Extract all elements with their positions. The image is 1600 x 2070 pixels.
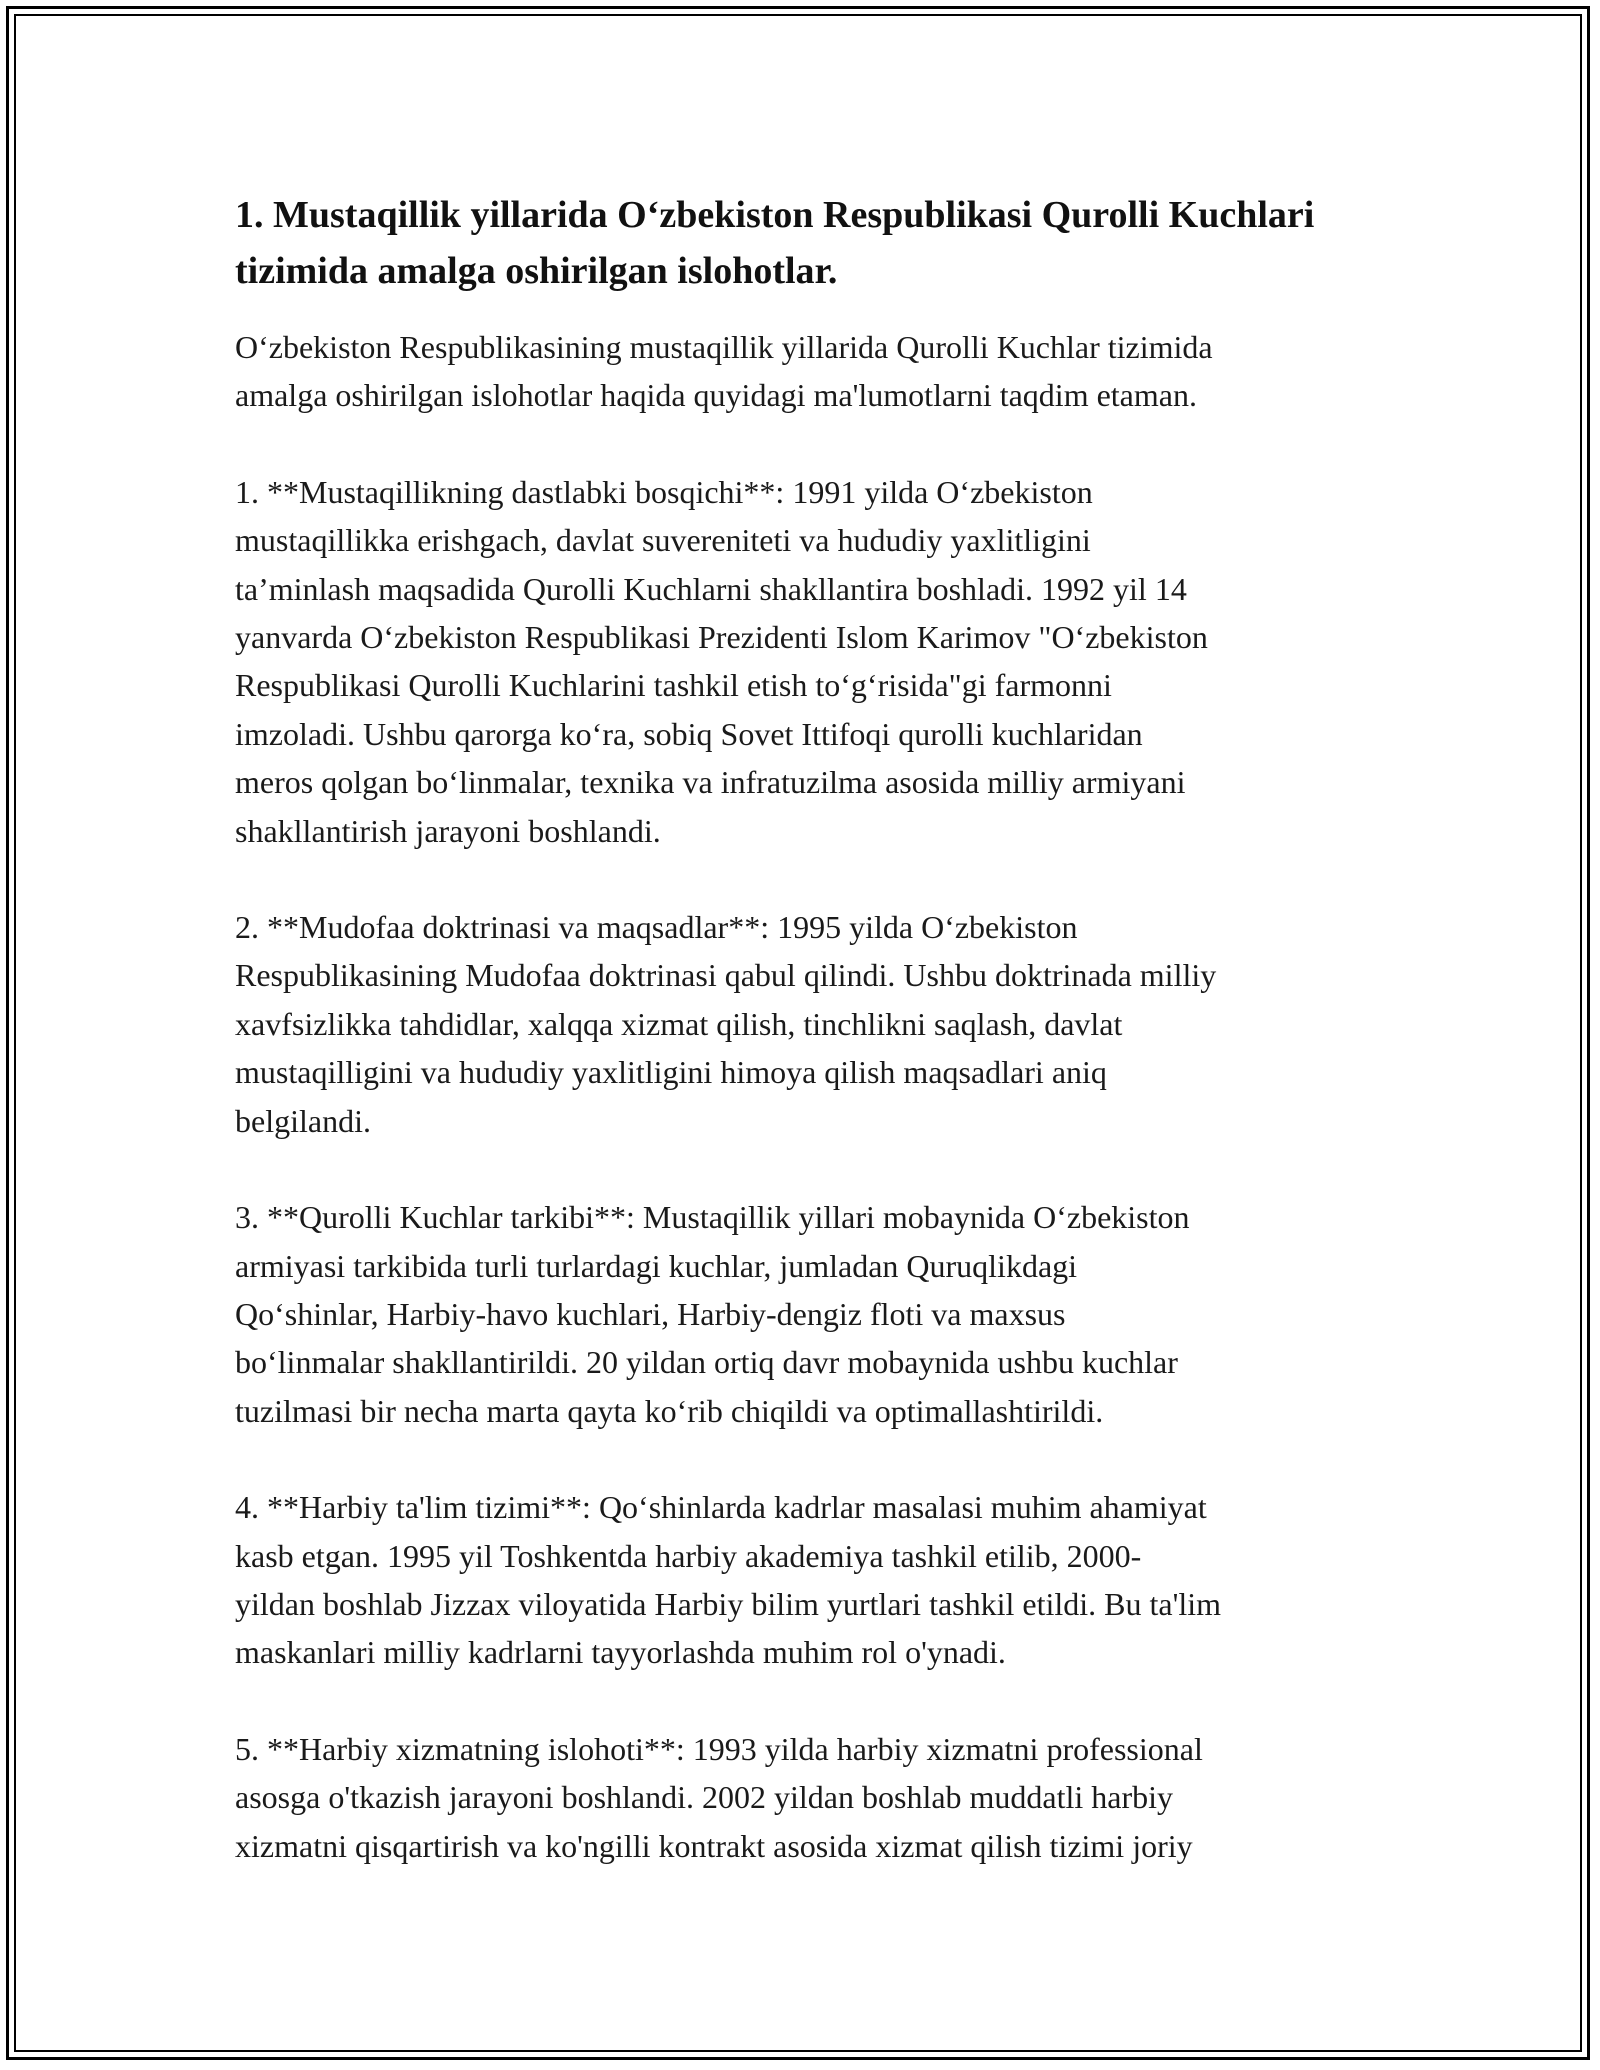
paragraph-point-2: 2. **Mudofaa doktrinasi va maqsadlar**: 1995 yilda O‘zbekiston Respublikasining Mudofaa doktrinasi qabul qilindi. Ushbu doktrinada milliy xavfsizlikka tahdidlar, xalqqa xizmat qilish, tinchlikni saqlash, davlat mustaqilligini va hududiy yaxlitligini himoya qilish maqsadlari aniq belgilandi. xyxy=(235,909,1217,1139)
paragraph-point-3: 3. **Qurolli Kuchlar tarkibi**: Mustaqillik yillari mobaynida O‘zbekiston armiyasi tarkibida turli turlardagi kuchlar, jumladan Quruqlikdagi Qo‘shinlar, Harbiy-havo kuchlari, Harbiy-dengiz floti va maxsus bo‘linmalar shakllantirildi. 20 yildan ortiq davr mobaynida ushbu kuchlar tuzilmasi bir necha marta qayta ko‘rib chiqildi va optimallashtirildi. xyxy=(235,1199,1190,1429)
paragraph-point-4: 4. **Harbiy ta'lim tizimi**: Qo‘shinlarda kadrlar masalasi muhim ahamiyat kasb etgan. 1995 yil Toshkentda harbiy akademiya tashkil etilib, 2000- yildan boshlab Jizzax viloyatida Harbiy bilim yurtlari tashkil etildi. Bu ta'lim maskanlari milliy kadrlarni tayyorlashda muhim rol o'ynadi. xyxy=(235,1489,1222,1671)
document-title: 1. Mustaqillik yillarida O‘zbekiston Respublikasi Qurolli Kuchlari tizimida amalga oshirilgan islohotlar. xyxy=(235,194,1315,292)
paragraph-point-5: 5. **Harbiy xizmatning islohoti**: 1993 yilda harbiy xizmatni professional asosga o'tkazish jarayoni boshlandi. 2002 yildan boshlab muddatli harbiy xizmatni qisqartirish va ko'ngilli kontrakt asosida xizmat qilish tizimi joriy xyxy=(235,1730,1203,1864)
document-body xyxy=(235,187,1375,1918)
paragraph-intro: O‘zbekiston Respublikasining mustaqillik yillarida Qurolli Kuchlar tizimida amalga oshirilgan islohotlar haqida quyidagi ma'lumotlarni taqdim etaman. xyxy=(235,329,1213,414)
paragraph-point-1: 1. **Mustaqillikning dastlabki bosqichi**: 1991 yilda O‘zbekiston mustaqillikka erishgach, davlat suvereniteti va hududiy yaxlitligini ta’minlash maqsadida Qurolli Kuchlarni shakllantira boshladi. 1992 yil 14 yanvarda O‘zbekiston Respublikasi Prezidenti Islom Karimov "O‘zbekiston Respublikasi Qurolli Kuchlarini tashkil etish to‘g‘risida"gi farmonni imzoladi. Ushbu qarorga ko‘ra, sobiq Sovet Ittifoqi qurolli kuchlaridan meros qolgan bo‘linmalar, texnika va infratuzilma asosida milliy armiyani shakllantirish jarayoni boshlandi. xyxy=(235,473,1208,849)
